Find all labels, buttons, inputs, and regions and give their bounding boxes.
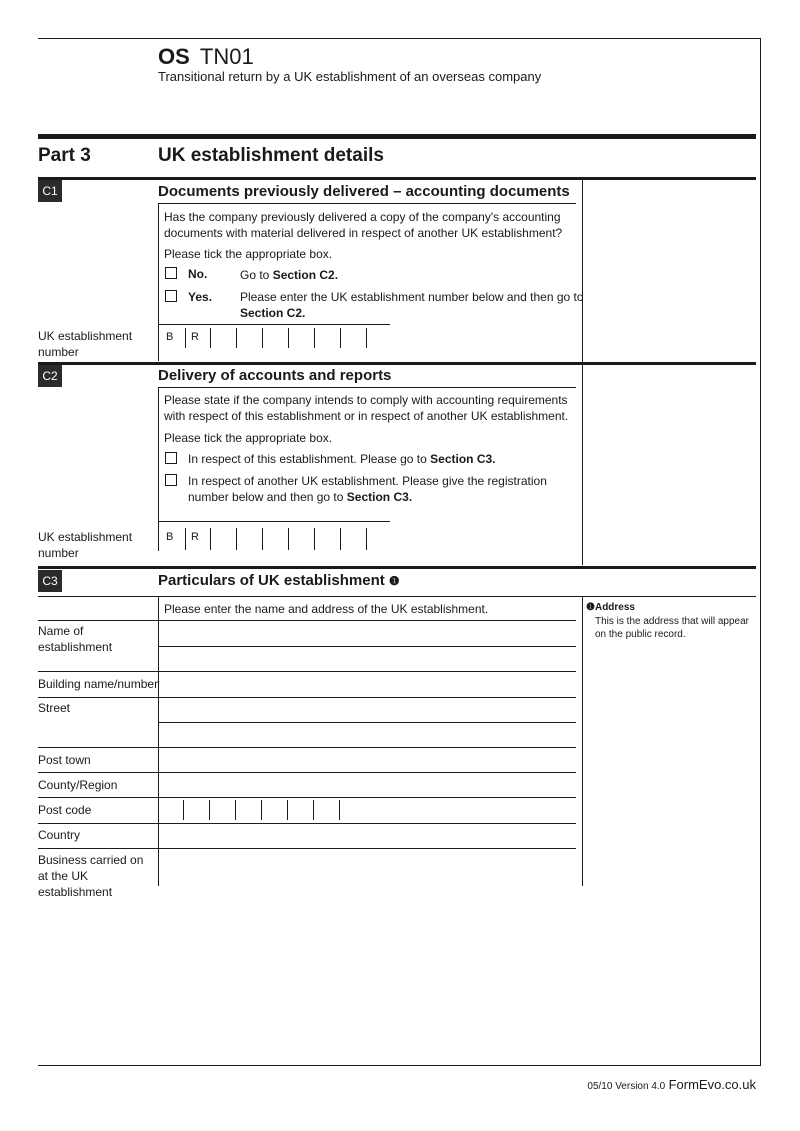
footer-brand: FormEvo.co.uk [668,1077,756,1092]
c2-field-top-rule [158,521,390,522]
business-label: Business carried on at the UK establishment [38,853,144,899]
c2-option-2-section: Section C3. [346,490,413,504]
comb-tick [236,528,237,550]
c2-establishment-number-input[interactable] [158,524,390,550]
c1-no-label: No. [188,267,208,281]
c2-left-border [158,387,159,521]
c3-title-wrap [158,572,400,590]
c3-badge: C3 [38,570,62,592]
building-label: Building name/number [38,677,159,691]
c3-note-heading [586,601,635,614]
post-town-label: Post town [38,753,91,767]
c1-title: Documents previously delivered – accounting documents [158,183,570,200]
comb-tick [210,528,211,550]
comb-tick [262,328,263,348]
part-title: UK establishment details [158,145,384,166]
comb-tick [261,800,262,820]
establishment-name-input-1[interactable] [160,621,575,645]
c1-prefix-b: B [166,331,174,343]
c2-top-rule [38,362,756,365]
c2-badge: C2 [38,365,62,387]
comb-tick [339,800,340,820]
c1-prefix-r: R [191,331,199,343]
c1-establishment-number-input[interactable] [158,324,390,348]
comb-tick [185,328,186,348]
top-rule [38,38,761,39]
comb-tick [235,800,236,820]
c3-top-rule [38,566,756,569]
c1-title-underline [158,203,576,204]
c2-prefix-b: B [166,531,174,543]
street-label: Street [38,701,71,715]
c1-no-checkbox[interactable] [165,267,177,279]
c3-note-title: Address [594,602,635,613]
c3-note-divider [582,596,583,886]
building-input[interactable] [160,672,575,696]
comb-tick [288,328,289,348]
comb-tick [185,528,186,550]
right-rule [760,38,761,1066]
county-label: County/Region [38,778,118,792]
comb-tick [314,328,315,348]
c3-left-border [158,596,159,886]
post-code-input[interactable] [158,798,366,822]
c2-title-underline [158,387,576,388]
part-label: Part 3 [38,145,91,166]
comb-tick [262,528,263,550]
c3-instruction: Please enter the name and address of the UK establishment. [164,602,489,616]
info-marker-icon: ❶ [586,602,595,613]
info-marker-icon: ❶ [388,574,400,588]
form-prefix: OS [158,44,190,69]
c1-yes-section: Section C2. [240,306,306,320]
form-id [158,44,254,70]
comb-tick [340,528,341,550]
c1-field-label: UK establishment number [38,329,133,359]
c2-option-1-checkbox[interactable] [165,452,177,464]
c2-title: Delivery of accounts and reports [158,367,392,384]
comb-tick [366,328,367,348]
c3-note-text: This is the address that will appear on the public record. [595,616,749,640]
establishment-name-input-2[interactable] [160,647,575,671]
c3-subheader-rule [38,596,756,597]
comb-tick [210,328,211,348]
c2-option-2-checkbox[interactable] [165,474,177,486]
footer [560,1077,756,1095]
footer-version: 05/10 Version 4.0 [587,1081,666,1092]
comb-tick [288,528,289,550]
c2-option-1-section: Section C3. [430,452,496,466]
c1-badge: C1 [38,180,62,202]
country-input[interactable] [160,824,575,848]
post-code-label: Post code [38,803,92,817]
part-rule [38,134,756,139]
comb-tick [183,800,184,820]
c1-yes-checkbox[interactable] [165,290,177,302]
c1-no-text: Go to [240,268,270,282]
street-input-1[interactable] [160,698,575,722]
business-input[interactable] [160,849,575,885]
c2-question: Please state if the company intends to comply with accounting requirements with respect of this establishment or in respect of another UK establishment. [164,393,569,423]
c1-no-section: Section C2. [272,268,339,282]
c1-top-rule [38,177,756,180]
c2-option-2 [188,473,580,505]
c2-option-1 [188,451,496,467]
comb-tick [314,528,315,550]
c1-instruction: Please tick the appropriate box. [164,247,333,261]
county-input[interactable] [160,773,575,797]
c3-title: Particulars of UK establishment [158,572,385,589]
c2-instruction: Please tick the appropriate box. [164,431,333,445]
c1-no-instruction [240,267,338,283]
post-town-input[interactable] [160,748,575,772]
comb-tick [236,328,237,348]
name-label: Name of establishment [38,624,113,654]
comb-tick [209,800,210,820]
comb-tick [366,528,367,550]
c1-yes-label: Yes. [188,290,213,304]
comb-tick [313,800,314,820]
c1-yes-text: Please enter the UK establishment number below and then go to [240,290,584,304]
c2-field-label: UK establishment number [38,530,133,560]
c2-option-1-text: In respect of this establishment. Please go to [188,452,427,466]
c1-note-divider [582,180,583,362]
c2-note-divider [582,365,583,565]
street-input-2[interactable] [160,723,575,747]
comb-tick [287,800,288,820]
country-label: Country [38,828,81,842]
form-code: TN01 [199,44,254,69]
bottom-rule [38,1065,761,1066]
c1-question: Has the company previously delivered a copy of the company's accounting documents with material delivered in respect of another UK establishment? [164,210,563,240]
form-subtitle: Transitional return by a UK establishment of an overseas company [158,69,542,84]
comb-tick [340,328,341,348]
c2-prefix-r: R [191,531,199,543]
c2-option-2-text: In respect of another UK establishment. Please give the registration number below and then go to [188,474,547,504]
